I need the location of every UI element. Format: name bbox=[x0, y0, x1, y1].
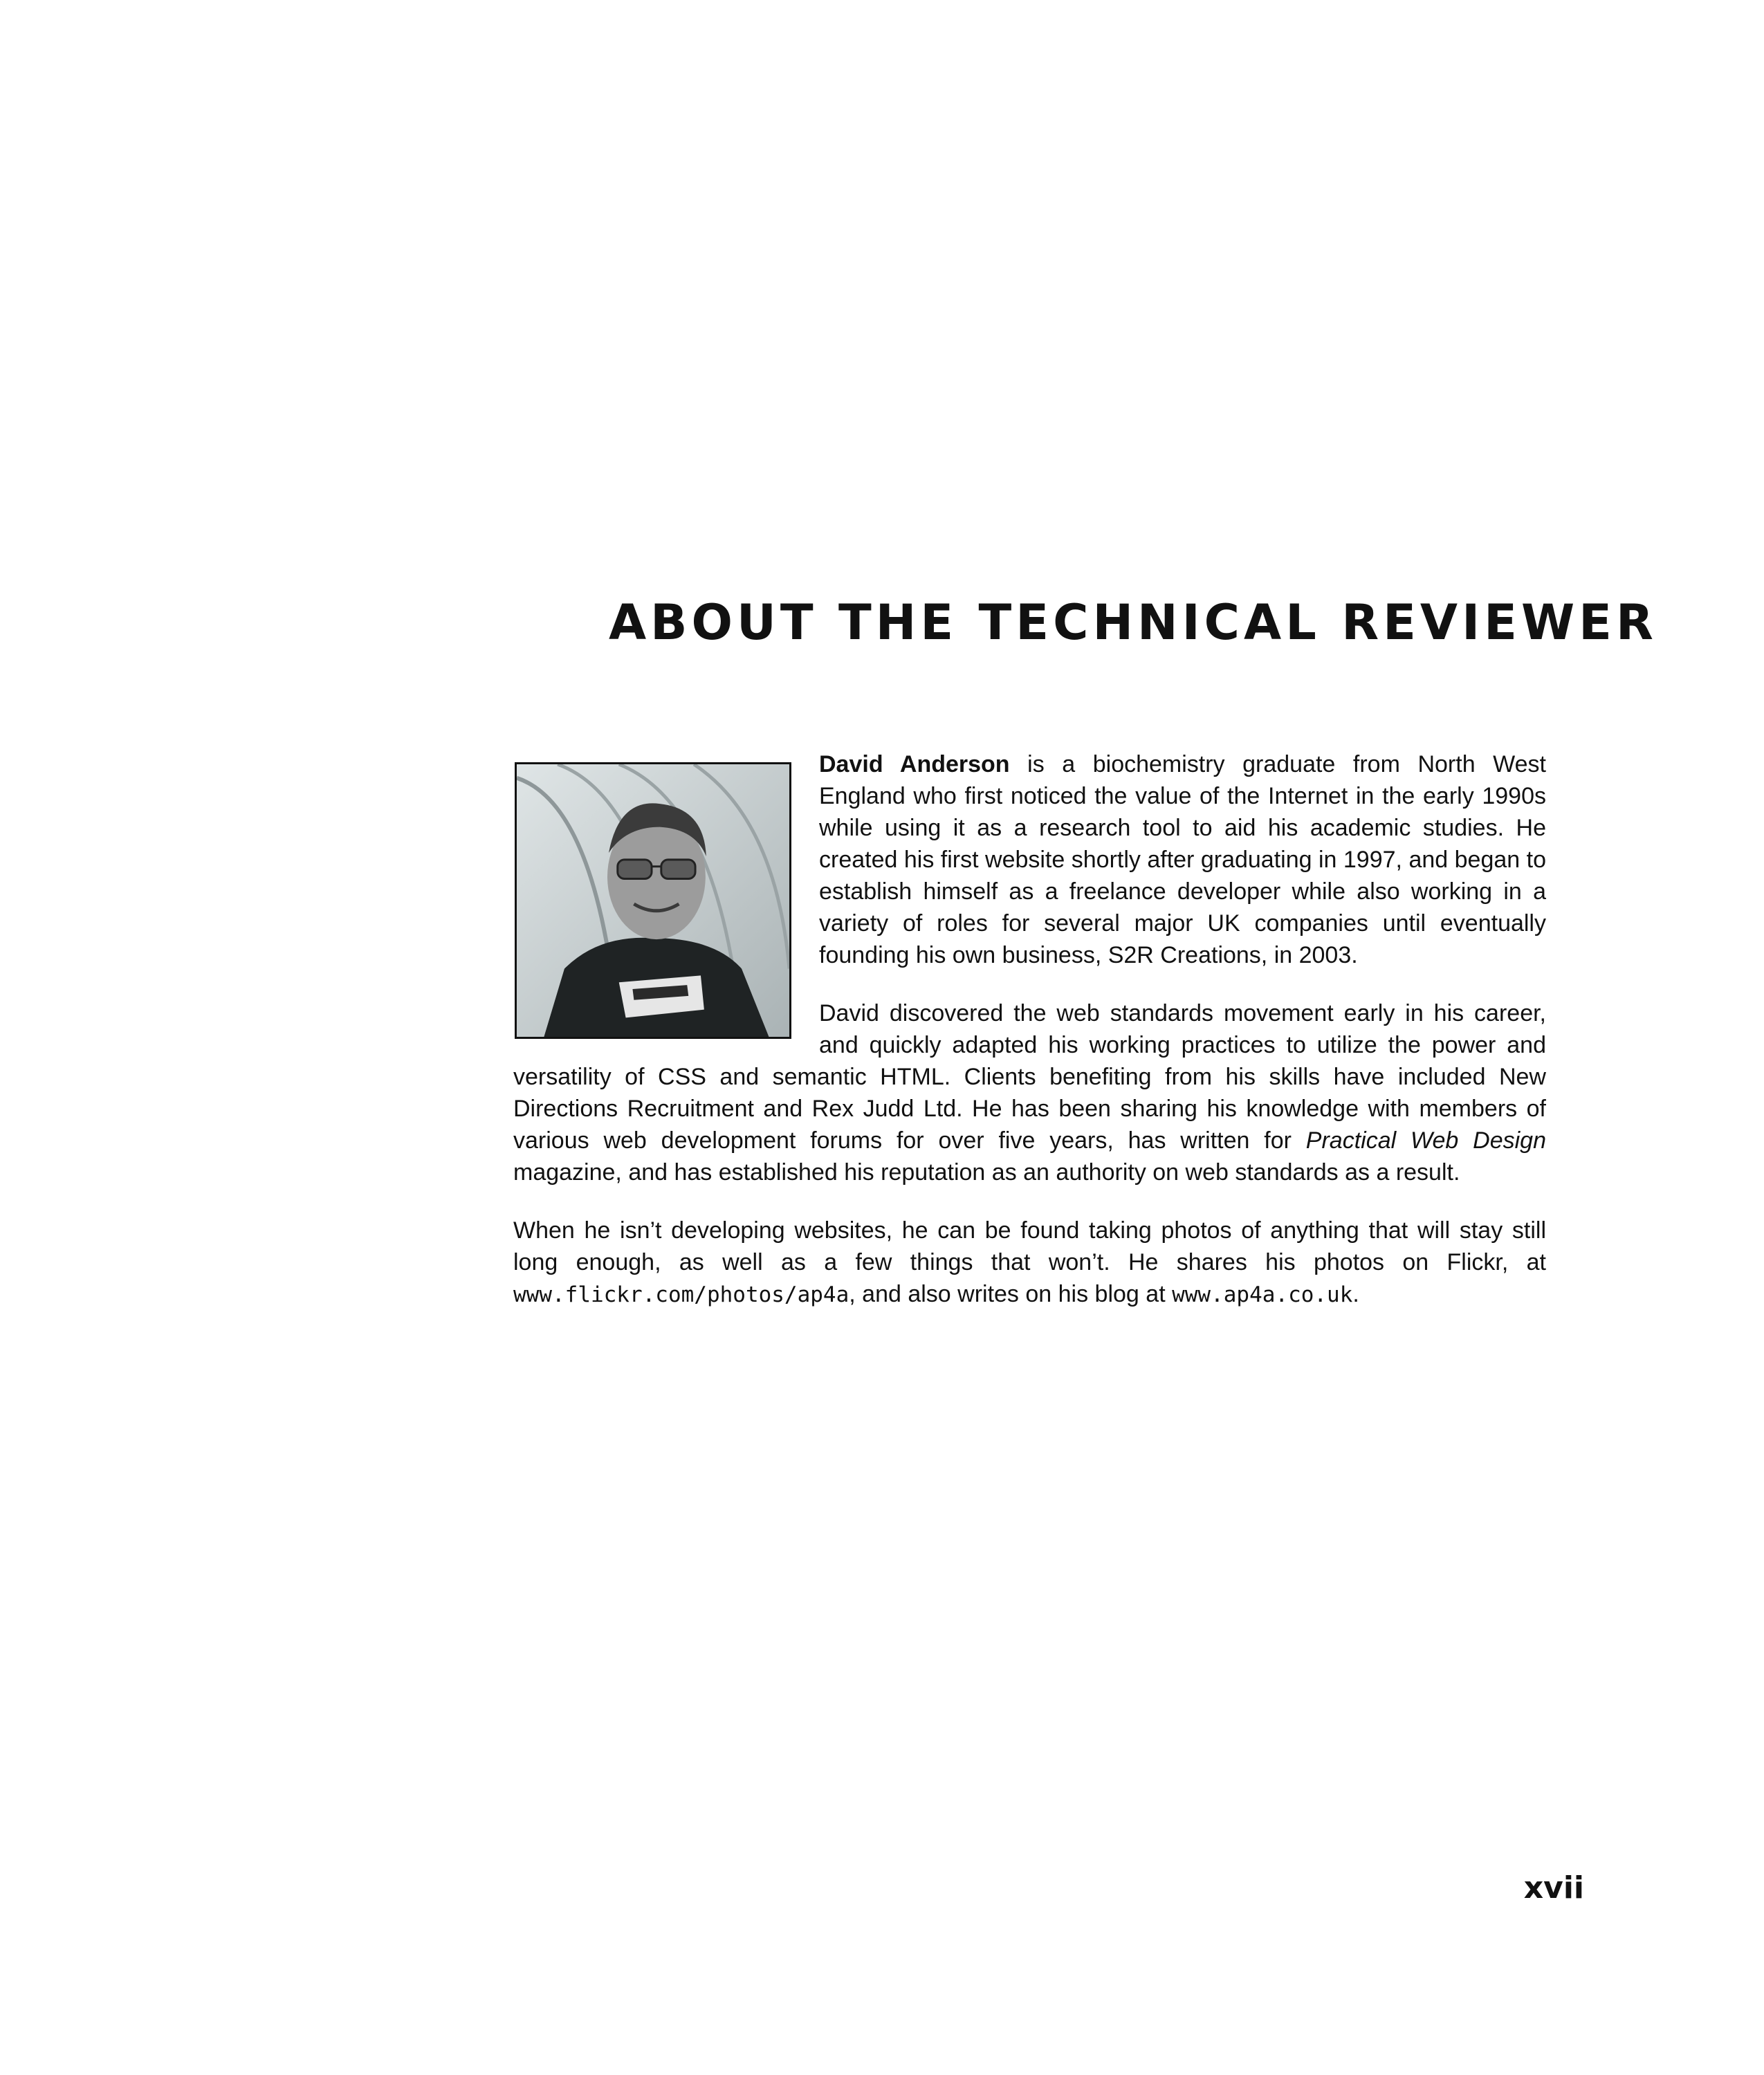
bio-paragraph-3-text-c: . bbox=[1352, 1281, 1359, 1307]
bio-paragraph-2-text-b: magazine, and has established his reputation as an authority on web standards as a result. bbox=[513, 1159, 1460, 1186]
reviewer-photo bbox=[515, 762, 791, 1039]
bio-content bbox=[513, 748, 1546, 1337]
bio-paragraph-2-text-a: David discovered the web standards movement early in his career, and quickly adapted his working practices to utilize the power and versatility of CSS and semantic HTML. Clients benefiting from his skills have included New Directions Recruitment and Rex Judd Ltd. He has been sharing his knowledge with members of various web development forums for over five years, has written for bbox=[513, 1000, 1546, 1154]
flickr-link[interactable]: www.flickr.com/photos/ap4a bbox=[513, 1282, 849, 1307]
reviewer-name: David Anderson bbox=[819, 751, 1010, 777]
bio-paragraph-3-text-a: When he isn’t developing websites, he can be found taking photos of anything that will stay still long enough, as well as a few things that won’t. He shares his photos on Flickr, at bbox=[513, 1217, 1546, 1275]
bio-paragraph-3 bbox=[513, 1215, 1546, 1311]
blog-link[interactable]: www.ap4a.co.uk bbox=[1172, 1282, 1353, 1307]
bio-paragraph-1-text: is a biochemistry graduate from North West England who first noticed the value of the Internet in the early 1990s while using it as a research tool to aid his academic studies. He created his first website shortly after graduating in 1997, and began to establish himself as a freelance developer while also working in a variety of roles for several major UK companies until eventually founding his own business, S2R Creations, in 2003. bbox=[819, 751, 1547, 968]
portrait-icon bbox=[517, 764, 789, 1037]
magazine-title: Practical Web Design bbox=[1305, 1127, 1546, 1154]
bio-paragraph-3-text-b: , and also writes on his blog at bbox=[849, 1281, 1173, 1307]
page-number: xvii bbox=[1523, 1870, 1584, 1906]
page-title: ABOUT THE TECHNICAL REVIEWER bbox=[609, 594, 1657, 651]
